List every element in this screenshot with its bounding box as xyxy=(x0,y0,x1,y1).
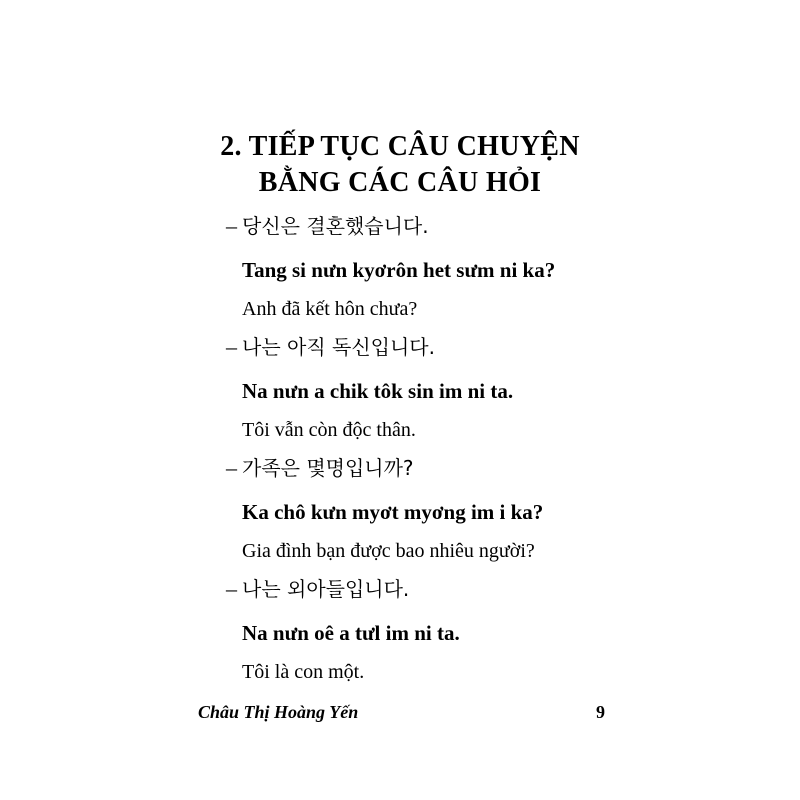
korean-sentence xyxy=(226,208,766,250)
korean-text: 나는 아직 독신입니다. xyxy=(242,335,435,359)
vietnamese-translation: Anh đã kết hôn chưa? xyxy=(242,298,418,320)
page-number: 9 xyxy=(596,702,605,722)
page-title xyxy=(0,129,800,201)
dialogue-list xyxy=(226,208,766,692)
korean-text: 나는 외아들입니다. xyxy=(242,577,410,601)
dialogue-entry xyxy=(226,329,766,450)
vietnamese-translation: Tôi vẫn còn độc thân. xyxy=(242,419,416,441)
korean-sentence xyxy=(226,571,766,613)
korean-text: 당신은 결혼했습니다. xyxy=(242,214,429,238)
romanization-text: Na nưn oê a tưl im ni ta. xyxy=(242,621,460,645)
footer-author: Châu Thị Hoàng Yến xyxy=(198,702,359,722)
korean-text: 가족은 몇명입니까? xyxy=(242,456,414,480)
dash-marker: – xyxy=(226,213,237,238)
vietnamese-translation: Gia đình bạn được bao nhiêu người? xyxy=(242,540,535,562)
vietnamese-translation: Tôi là con một. xyxy=(242,661,365,683)
title-line-1: 2. TIẾP TỤC CÂU CHUYỆN xyxy=(220,130,580,162)
dash-marker: – xyxy=(226,334,237,359)
dialogue-entry xyxy=(226,450,766,571)
romanization-text: Tang si nưn kyơrôn het sưm ni ka? xyxy=(242,258,556,282)
romanization-text: Ka chô kưn myơt myơng im i ka? xyxy=(242,500,544,524)
title-line-2: BẰNG CÁC CÂU HỎI xyxy=(258,166,542,198)
korean-sentence xyxy=(226,450,766,492)
korean-sentence xyxy=(226,329,766,371)
dialogue-entry xyxy=(226,208,766,329)
dialogue-entry xyxy=(226,571,766,692)
romanization-text: Na nưn a chik tôk sin im ni ta. xyxy=(242,379,514,403)
dash-marker: – xyxy=(226,455,237,480)
dash-marker: – xyxy=(226,576,237,601)
